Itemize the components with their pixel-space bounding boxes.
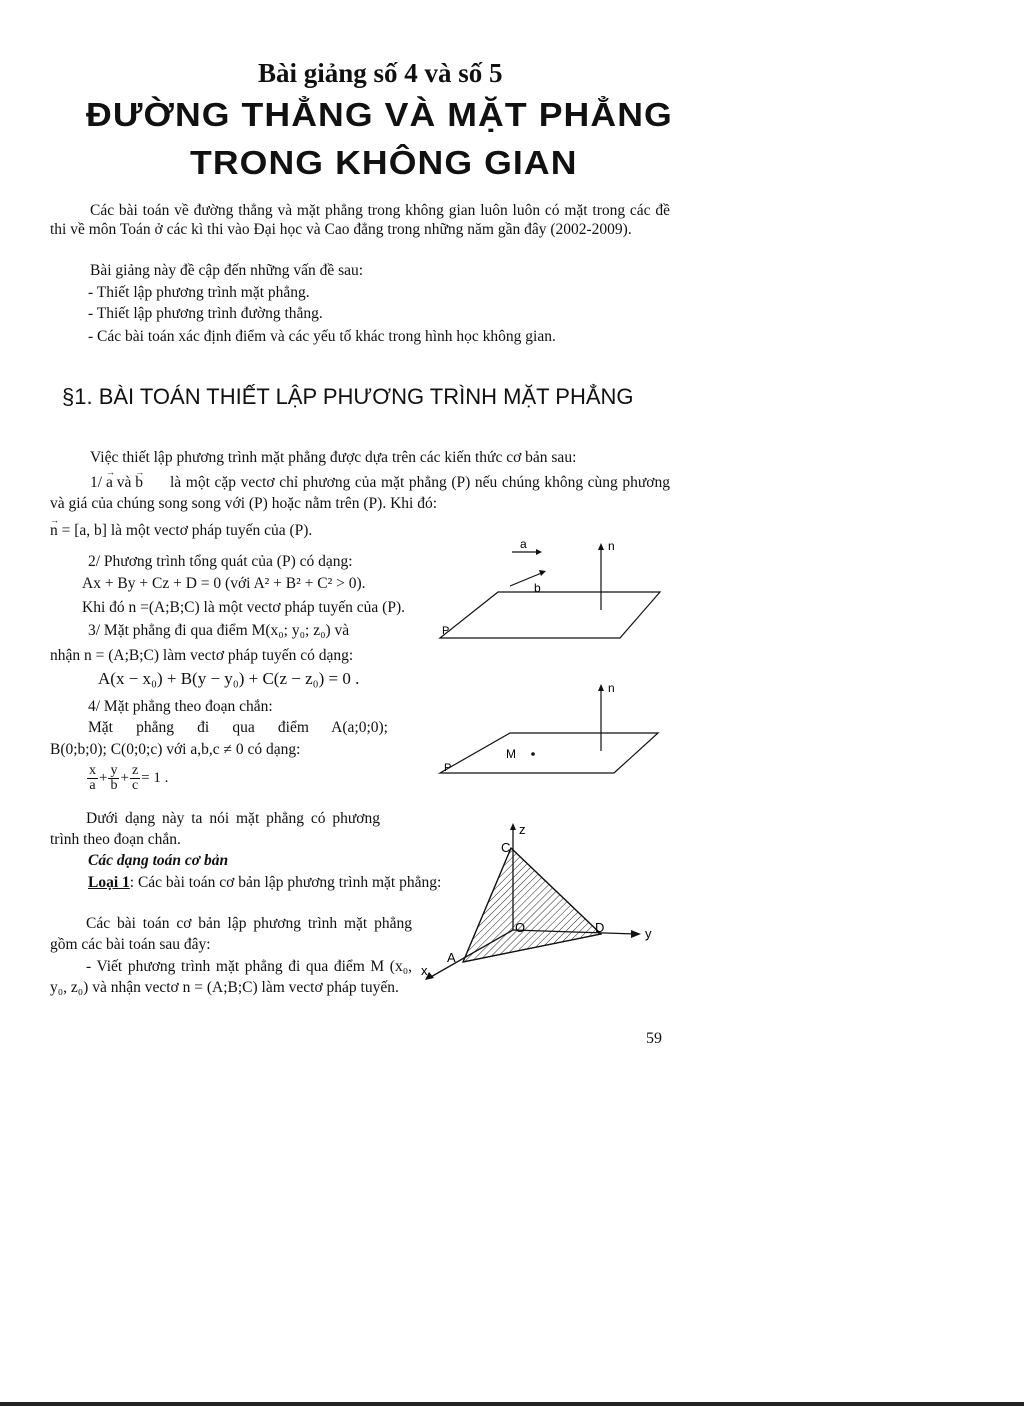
vector-b-head bbox=[539, 570, 546, 576]
face-acd bbox=[463, 848, 601, 962]
normal-n2-head bbox=[598, 684, 604, 691]
frac-rest: = 1 . bbox=[141, 769, 169, 786]
figure-plane-normal bbox=[430, 675, 670, 785]
type1-heading bbox=[88, 872, 441, 893]
normal-n-head bbox=[598, 543, 604, 550]
knowledge-4-note: Dưới dạng này ta nói mặt phẳng có phương trình theo đoạn chắn. bbox=[50, 810, 380, 848]
knowledge-4-line1: 4/ Mặt phẳng theo đoạn chắn: bbox=[88, 698, 273, 715]
intro-paragraph: Các bài toán về đường thẳng và mặt phẳng trong không gian luôn luôn có mặt trong các đề thi về môn Toán ở các kì thi vào Đại học và Cao đẳng trong những năm gần đây (2002-2009). bbox=[50, 202, 670, 238]
knowledge-1-text: là một cặp vectơ chỉ phương của mặt phẳng (P) nếu chúng không cùng phương và giá của chúng song song với (P) hoặc nằm trên (P). Khi đó: bbox=[50, 474, 670, 512]
fig3-label-d: D bbox=[595, 920, 605, 935]
axis-y-head bbox=[631, 930, 641, 938]
plane-p2-outline bbox=[440, 733, 658, 773]
frac-y: $\frac{y}{b}$ bbox=[110, 763, 118, 793]
basic-forms-heading: Các dạng toán cơ bản bbox=[88, 852, 229, 869]
knowledge-3-equation: A(x − x₀) + B(y − y₀) + C(z − z₀) = 0 . bbox=[98, 669, 360, 688]
fig3-label-x: x bbox=[421, 963, 428, 978]
fig1-label-a: a bbox=[520, 537, 527, 551]
fig3-label-c: C bbox=[501, 840, 511, 855]
axis-z-head bbox=[510, 823, 516, 830]
intro-covers-label: Bài giảng này đề cập đến những vấn đề sau: bbox=[90, 262, 364, 279]
lecture-number: Bài giảng số 4 và số 5 bbox=[258, 58, 503, 88]
knowledge-3-line1: 3/ Mặt phẳng đi qua điểm M(x₀; y₀; z₀) và bbox=[88, 622, 350, 639]
vector-a: → a bbox=[106, 472, 113, 493]
knowledge-3-line2: nhận n = (A;B;C) làm vectơ pháp tuyến có dạng: bbox=[50, 647, 354, 664]
fig2-label-n: n bbox=[608, 681, 615, 695]
intro-item-3: - Các bài toán xác định điểm và các yếu tố khác trong hình học không gian. bbox=[88, 328, 556, 345]
type1-description: Các bài toán cơ bản lập phương trình mặt phẳng gồm các bài toán sau đây: bbox=[50, 915, 412, 953]
fig1-label-n: n bbox=[608, 539, 615, 553]
fig3-label-y: y bbox=[645, 926, 652, 941]
fig3-label-z: z bbox=[519, 822, 526, 837]
page-title-line2: TRONG KHÔNG GIAN bbox=[190, 144, 578, 181]
fig1-label-b: b bbox=[534, 581, 541, 595]
fig1-label-p: P bbox=[442, 625, 450, 637]
knowledge-2-line1: 2/ Phương trình tổng quát của (P) có dạng: bbox=[88, 553, 353, 570]
fig3-label-a: A bbox=[447, 950, 456, 965]
plane-p-outline bbox=[440, 592, 660, 638]
figure-plane-vectors bbox=[420, 530, 680, 650]
frac-z: $\frac{z}{c}$ bbox=[131, 763, 139, 793]
point-m bbox=[531, 752, 535, 756]
k1-formula-text: là một vectơ pháp tuyến của (P). bbox=[110, 522, 313, 539]
figure-tetrahedron-axes bbox=[415, 820, 665, 985]
fig2-label-m: M bbox=[506, 747, 516, 761]
vector-b: → b bbox=[135, 472, 143, 493]
intro-item-2: - Thiết lập phương trình đường thẳng. bbox=[88, 305, 323, 322]
page-title-line1: ĐƯỜNG THẲNG VÀ MẶT PHẲNG bbox=[86, 96, 673, 133]
fig3-label-o: O bbox=[515, 920, 526, 935]
k1-and: và bbox=[116, 474, 132, 491]
vector-a-head bbox=[536, 549, 542, 555]
frac-x: $\frac{x}{a}$ bbox=[89, 763, 96, 793]
knowledge-2-equation: Ax + By + Cz + D = 0 (với A² + B² + C² > 0). bbox=[82, 575, 366, 592]
type1-heading-text: : Các bài toán cơ bản lập phương trình mặt phẳng: bbox=[129, 874, 442, 891]
page-number: 59 bbox=[646, 1030, 662, 1047]
bottom-edge-rule bbox=[0, 1402, 1024, 1406]
k1-number: 1/ bbox=[90, 474, 103, 491]
knowledge-4-line2: Mặt phẳng đi qua điểm A(a;0;0); bbox=[88, 719, 388, 736]
type1-label: Loại 1 bbox=[88, 874, 130, 891]
fig2-label-p: P bbox=[444, 762, 452, 774]
knowledge-1-formula bbox=[50, 520, 312, 541]
knowledge-2-line3: Khi đó n =(A;B;C) là một vectơ pháp tuyến của (P). bbox=[82, 599, 406, 616]
type1-item: - Viết phương trình mặt phẳng đi qua điểm M (x₀, y₀, z₀) và nhận vectơ n = (A;B;C) làm vectơ pháp tuyến. bbox=[50, 958, 412, 996]
knowledge-4-line3: B(0;b;0); C(0;0;c) với a,b,c ≠ 0 có dạng: bbox=[50, 741, 301, 758]
section-lead: Việc thiết lập phương trình mặt phẳng được dựa trên các kiến thức cơ bản sau: bbox=[90, 449, 577, 466]
vector-n: → n bbox=[50, 520, 58, 541]
section-heading: §1. BÀI TOÁN THIẾT LẬP PHƯƠNG TRÌNH MẶT PHẲNG bbox=[62, 384, 634, 409]
intro-item-1: - Thiết lập phương trình mặt phẳng. bbox=[88, 284, 310, 301]
cross-product: = [a, b] bbox=[61, 522, 107, 539]
intercept-equation: $\frac{x}{a}$ + $\frac{y}{b}$ + $\frac{z}{c}$ = 1 . bbox=[89, 763, 169, 793]
